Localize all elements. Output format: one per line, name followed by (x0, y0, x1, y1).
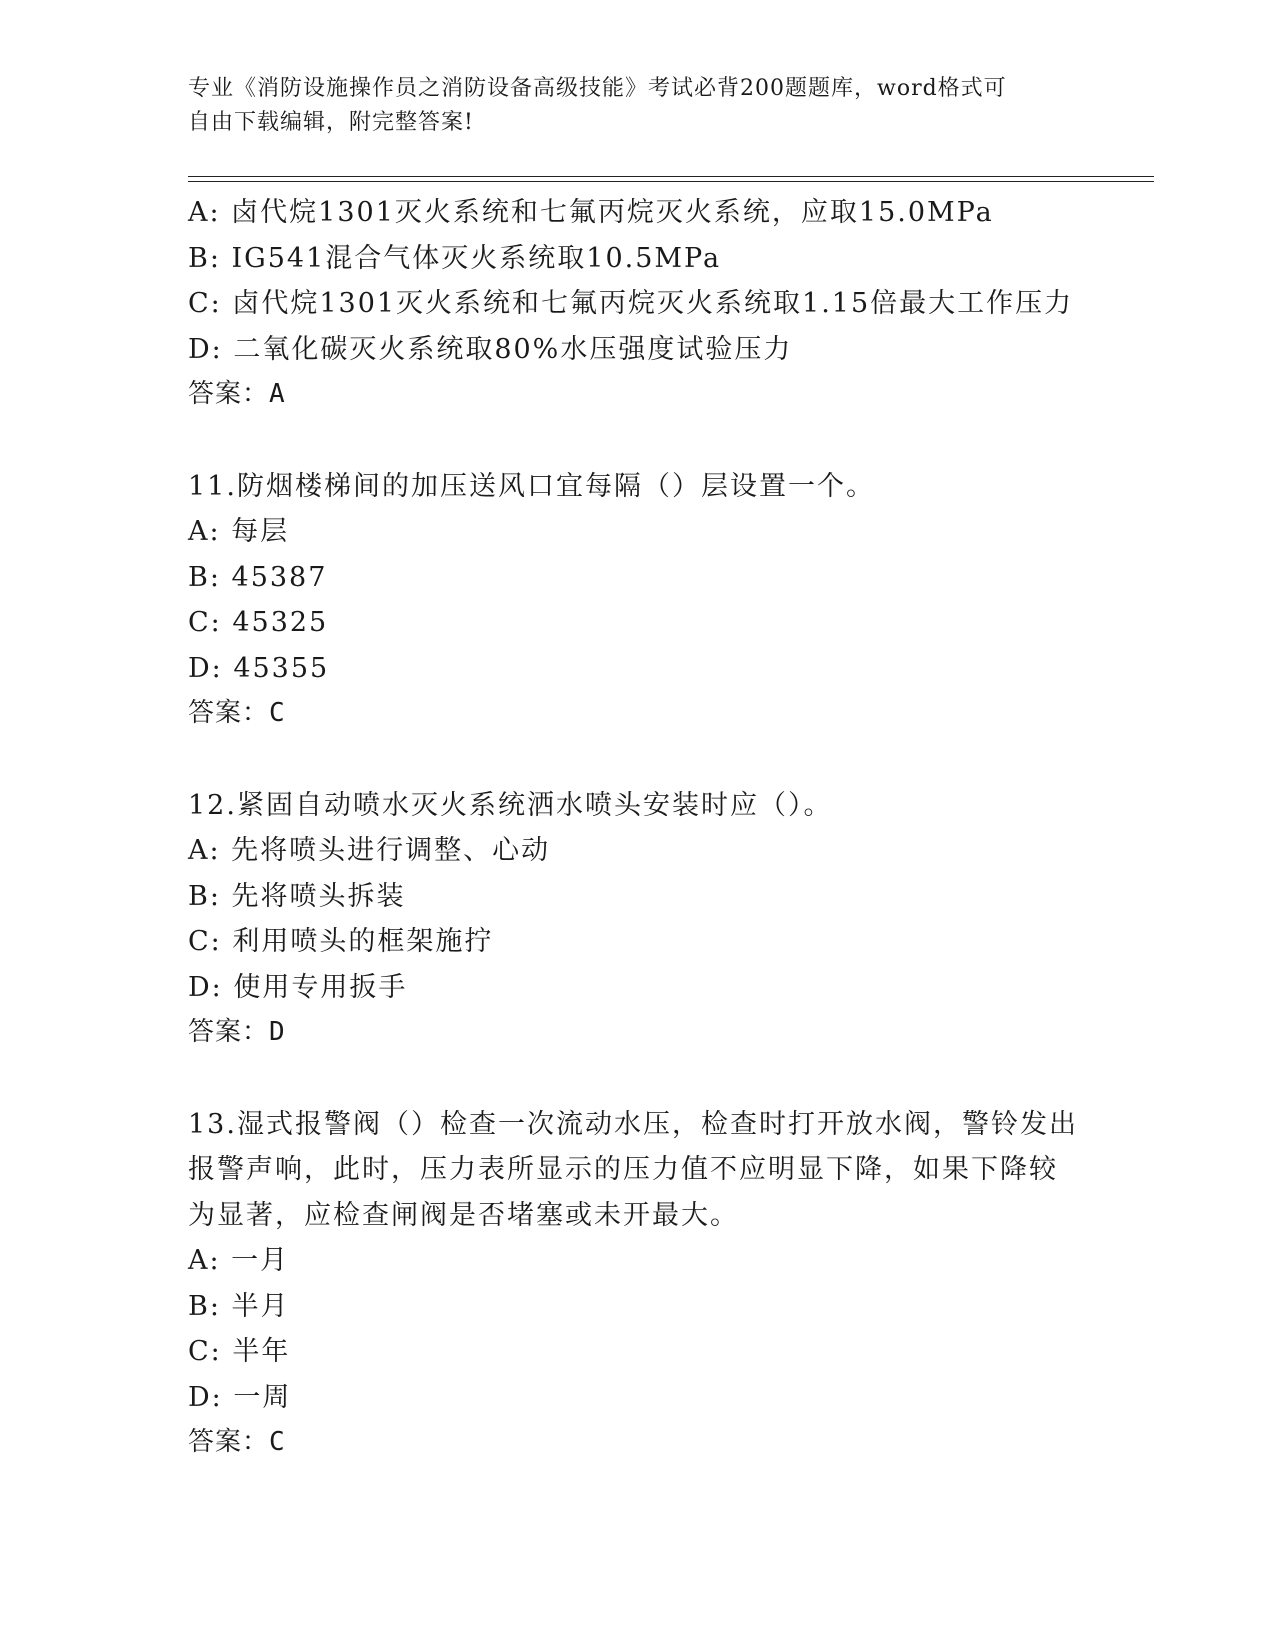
answer: 答案：D (188, 1017, 286, 1047)
continued-question (188, 190, 1088, 418)
header-rule-top (188, 176, 1154, 177)
option-c: C: 半年 (188, 1336, 291, 1367)
question-list (188, 190, 1088, 1466)
answer: 答案：C (188, 698, 286, 728)
option-d: D: 一周 (188, 1381, 292, 1413)
document-header (188, 72, 1088, 140)
option-a: A: 每层 (188, 516, 290, 547)
question-stem: 11.防烟楼梯间的加压送风口宜每隔（）层设置一个。 (188, 470, 875, 502)
option-d: D: 二氧化碳灭火系统取80%水压强度试验压力 (188, 333, 793, 365)
option-c: C: 利用喷头的框架施拧 (188, 926, 494, 957)
option-c: C: 45325 (188, 607, 329, 638)
question-stem-line-1: 13.湿式报警阀（）检查一次流动水压，检查时打开放水阀，警铃发出 (188, 1108, 1078, 1140)
header-line-1: 专业《消防设施操作员之消防设备高级技能》考试必背200题题库，word格式可 (188, 76, 1007, 101)
header-line-2: 自由下载编辑，附完整答案! (188, 110, 474, 135)
option-d: D: 使用专用扳手 (188, 971, 408, 1003)
question-stem-line-2: 报警声响，此时，压力表所显示的压力值不应明显下降，如果下降较 (188, 1154, 1058, 1185)
option-c: C: 卤代烷1301灭火系统和七氟丙烷灭火系统取1.15倍最大工作压力 (188, 288, 1074, 319)
option-b: B: 半月 (188, 1290, 290, 1322)
answer: 答案：C (188, 1427, 286, 1457)
header-rule-bottom (188, 181, 1154, 182)
option-a: A: 一月 (188, 1245, 290, 1276)
option-b: B: IG541混合气体灭火系统取10.5MPa (188, 242, 722, 274)
option-a: A: 卤代烷1301灭火系统和七氟丙烷灭火系统，应取15.0MPa (188, 197, 994, 228)
question-stem: 12.紧固自动喷水灭火系统洒水喷头安装时应（）。 (188, 789, 833, 821)
question-13 (188, 1102, 1088, 1466)
answer: 答案：A (188, 379, 286, 409)
option-a: A: 先将喷头进行调整、心动 (188, 835, 551, 866)
option-d: D: 45355 (188, 652, 330, 684)
option-b: B: 先将喷头拆装 (188, 880, 406, 912)
question-11 (188, 464, 1088, 737)
question-12 (188, 783, 1088, 1056)
question-stem-line-3: 为显著，应检查闸阀是否堵塞或未开最大。 (188, 1199, 739, 1231)
option-b: B: 45387 (188, 561, 328, 593)
